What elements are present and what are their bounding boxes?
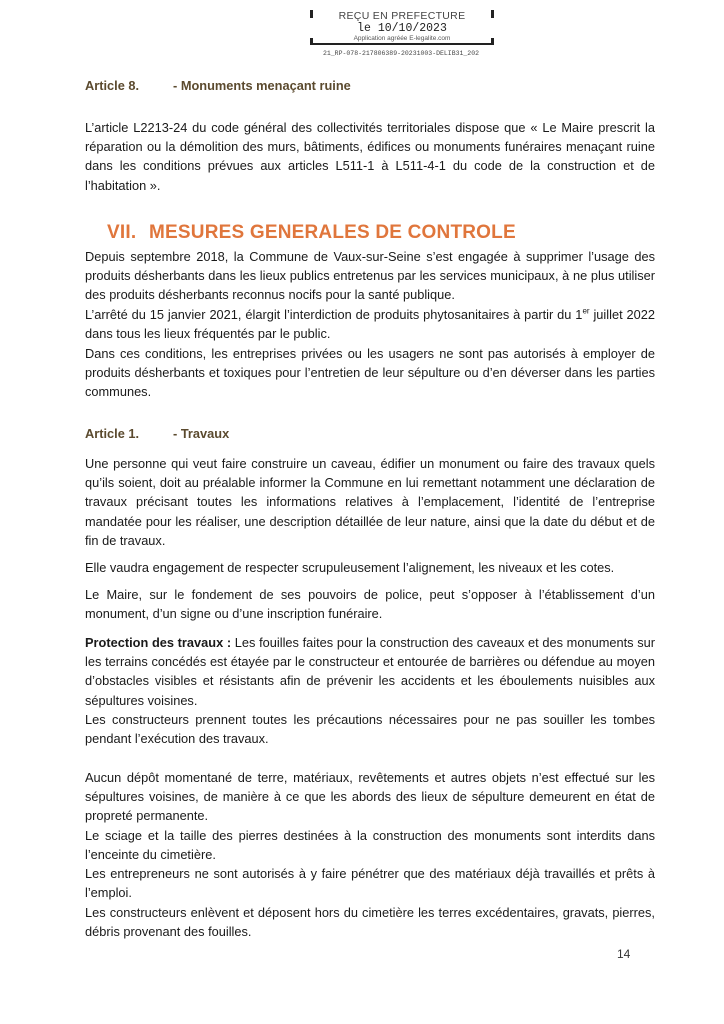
article-1-paragraph-5: Les constructeurs prennent toutes les précautions nécessaires pour ne pas souiller les tombes pendant l’exécution des travaux. [85, 712, 655, 747]
prefecture-stamp [310, 8, 494, 57]
stamp-date: le 10/10/2023 [357, 22, 447, 35]
article-title: - Travaux [173, 426, 230, 441]
stamp-title: REÇU EN PREFECTURE [338, 10, 466, 22]
protection-label: Protection des travaux : [85, 635, 232, 650]
protection-paragraph [85, 633, 655, 710]
article-1-paragraph-8: Les entrepreneurs ne sont autorisés à y faire pénétrer que des matériaux déjà travaillés et prêts à l’emploi. [85, 866, 655, 901]
superscript: er [582, 306, 590, 316]
page-number: 14 [617, 947, 631, 961]
article-number: Article 8. [85, 78, 140, 93]
section-number: VII. [107, 222, 137, 243]
stamp-frame [310, 8, 494, 49]
article-1-paragraph-1: Une personne qui veut faire construire un caveau, édifier un monument ou faire des travaux quels qu’ils soient, doit au préalable informer la Commune en lui remettant notamment une déclaration de travaux précisant toutes les informations relatives à l’emplacement, l’identité de l’entreprise mandatée pour les réaliser, une description détaillée de leur nature, ainsi que la date du début et de fin de travaux. [85, 456, 655, 548]
section-heading [107, 222, 516, 244]
article-1-heading [85, 426, 229, 441]
stamp-app: Application agréée E-legalite.com [353, 35, 451, 42]
section-paragraph-1: Depuis septembre 2018, la Commune de Vaux-sur-Seine s’est engagée à supprimer l’usage des produits désherbants dans les lieux publics entretenus par les services municipaux, à ne plus utiliser des produits désherbants reconnus nocifs pour la santé publique. [85, 249, 655, 303]
section-paragraph-3: Dans ces conditions, les entreprises privées ou les usagers ne sont pas autorisés à employer de produits désherbants et toxiques pour l’entretien de leur sépulture ou d’en déverser dans les parties communes. [85, 346, 655, 400]
article-number: Article 1. [85, 426, 140, 441]
stamp-reference: 21_RP-078-217806389-20231003-DELIB31_202 [322, 50, 480, 57]
section-title: MESURES GENERALES DE CONTROLE [149, 222, 516, 243]
article-1-paragraph-7: Le sciage et la taille des pierres destinées à la construction des monuments sont interdits dans l’enceinte du cimetière. [85, 828, 655, 863]
stamp-bar [310, 43, 494, 45]
article-1-paragraph-3: Le Maire, sur le fondement de ses pouvoirs de police, peut s’opposer à l’établissement d’un monument, d’un signe ou d’une inscription funéraire. [85, 587, 655, 622]
article-1-paragraph-6: Aucun dépôt momentané de terre, matériaux, revêtements et autres objets n’est effectué sur les sépultures voisines, de manière à ce que les abords des lieux de sépulture demeurent en état de propreté permanente. [85, 770, 655, 824]
article-1-paragraph-9: Les constructeurs enlèvent et déposent hors du cimetière les terres excédentaires, gravats, pierres, débris provenant des fouilles. [85, 905, 655, 940]
article-8-heading [85, 78, 351, 93]
article-1-paragraph-2: Elle vaudra engagement de respecter scrupuleusement l’alignement, les niveaux et les cotes. [85, 560, 615, 575]
article-8-body: L’article L2213-24 du code général des collectivités territoriales dispose que « Le Maire prescrit la réparation ou la démolition des murs, bâtiments, édifices ou monuments funéraires menaçant ruine dans les conditions prévues aux articles L511-1 à L511-4-1 du code de la construction et de l’habitation ». [85, 120, 655, 193]
p2-text-b: juillet 2022 dans tous les lieux fréquentés par le public. [85, 307, 655, 342]
protection-text: Les fouilles faites pour la construction des caveaux et des monuments sur les terrains concédés est étayée par le constructeur et entourée de barrières ou défendue au moyen d’obstacles visibles et résistants afin de prévenir les accidents et les éboulements nuisibles aux sépultures voisines. [85, 635, 655, 708]
p2-text-a: L’arrêté du 15 janvier 2021, élargit l’interdiction de produits phytosanitaires à partir du 1 [85, 307, 583, 322]
article-title: - Monuments menaçant ruine [173, 78, 351, 93]
section-paragraph-2 [85, 305, 655, 343]
